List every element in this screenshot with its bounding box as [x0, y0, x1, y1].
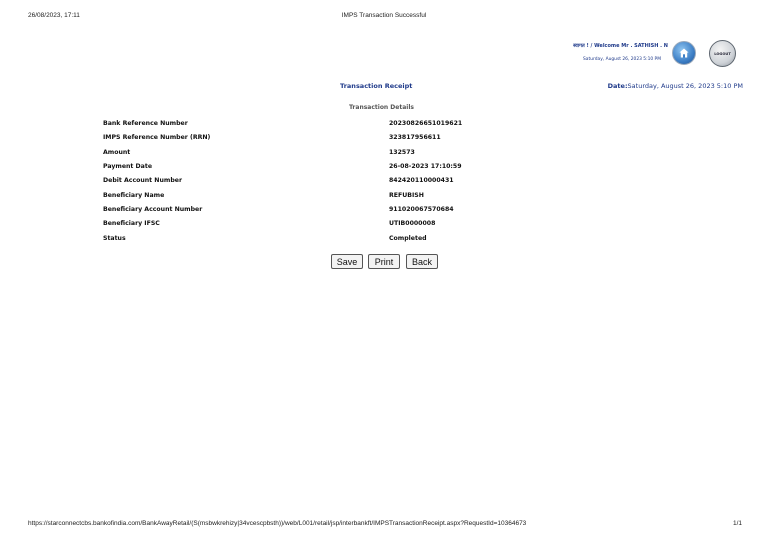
print-datetime: 26/08/2023, 17:11: [28, 12, 80, 19]
receipt-date-value: Saturday, August 26, 2023 5:10 PM: [627, 82, 743, 90]
save-button[interactable]: Save: [331, 254, 363, 269]
transaction-details-heading: Transaction Details: [349, 104, 414, 111]
beneficiary-ifsc-value: UTIB0000008: [389, 220, 436, 227]
home-icon: [678, 47, 690, 59]
back-button[interactable]: Back: [406, 254, 438, 269]
print-page-count: 1/1: [733, 520, 743, 527]
payment-date-label: Payment Date: [103, 163, 153, 170]
beneficiary-ifsc-label: Beneficiary IFSC: [103, 220, 160, 227]
print-page-title: IMPS Transaction Successful: [341, 12, 427, 19]
beneficiary-name-label: Beneficiary Name: [103, 192, 165, 199]
payment-date-value: 26-08-2023 17:10:59: [389, 163, 462, 170]
receipt-title: Transaction Receipt: [340, 82, 413, 90]
amount-label: Amount: [103, 149, 131, 156]
status-label: Status: [103, 235, 126, 242]
beneficiary-name-value: REFUBISH: [389, 192, 424, 199]
debit-account-number-label: Debit Account Number: [103, 177, 182, 184]
logout-button[interactable]: [709, 40, 736, 67]
header-date: Saturday, August 26, 2023 5:10 PM: [583, 57, 661, 62]
debit-account-number-value: 842420110000431: [389, 177, 454, 184]
imps-reference-number-value: 323817956611: [389, 134, 441, 141]
imps-reference-number-label: IMPS Reference Number (RRN): [103, 134, 211, 141]
home-button[interactable]: [672, 41, 696, 65]
bank-reference-number-label: Bank Reference Number: [103, 120, 188, 127]
print-footer-url: https://starconnectcbs.bankofindia.com/BankAwayRetail/(S(msbwkrehizy|34vcescpbsth))/web/L001/retail/jsp/interbankft/IMPSTransactionReceipt.aspx?RequestId=10364673: [28, 520, 527, 527]
print-button[interactable]: Print: [368, 254, 400, 269]
receipt-date-label: Date:: [607, 82, 628, 90]
amount-value: 132573: [389, 149, 415, 156]
beneficiary-account-number-value: 911020067570684: [389, 206, 454, 213]
receipt-date: [608, 82, 743, 90]
welcome-message: स्वागत ! / Welcome Mr . SATHISH . N: [573, 43, 668, 49]
bank-reference-number-value: 20230826651019621: [389, 120, 463, 127]
logout-label: LOGOUT: [714, 51, 731, 56]
status-value: Completed: [389, 235, 427, 242]
beneficiary-account-number-label: Beneficiary Account Number: [103, 206, 203, 213]
